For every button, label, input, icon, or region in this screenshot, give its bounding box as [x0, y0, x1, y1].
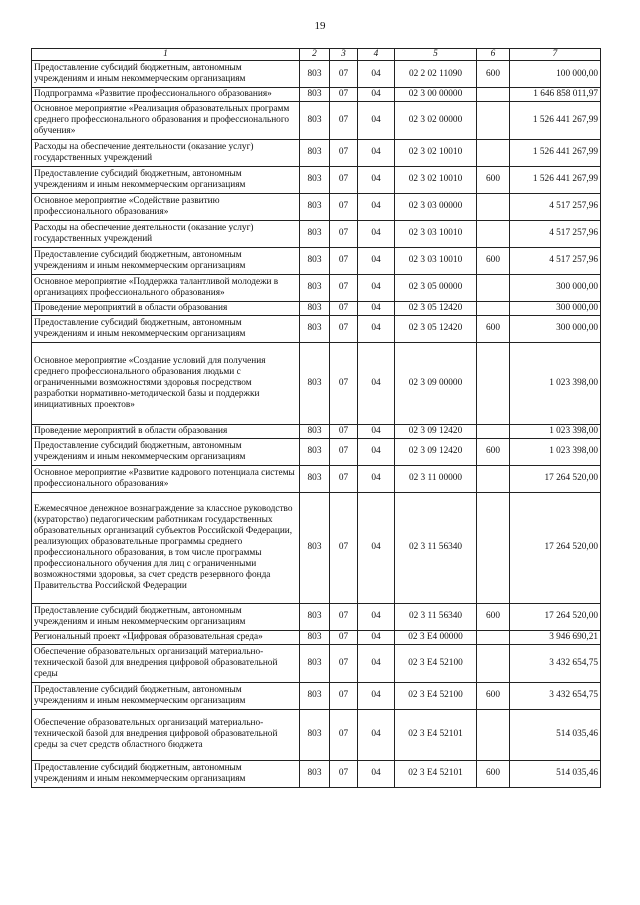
row-name: Основное мероприятие «Реализация образовательных программ среднего профессионального образования и профессионального обучения»	[32, 101, 300, 139]
row-sum: 1 526 441 267,99	[510, 101, 601, 139]
header-col-1: 1	[32, 49, 300, 61]
row-name: Обеспечение образовательных организаций материально-технической базой для внедрения цифровой образовательной среды	[32, 644, 300, 682]
row-name: Предоставление субсидий бюджетным, автономным учреждениям и иным некоммерческим организациям	[32, 61, 300, 88]
row-expense-type	[477, 424, 510, 438]
row-target: 02 3 02 00000	[395, 101, 477, 139]
row-subsection: 04	[358, 682, 395, 709]
row-section: 07	[330, 193, 358, 220]
row-expense-type: 600	[477, 61, 510, 88]
row-subsection: 04	[358, 139, 395, 166]
row-name: Расходы на обеспечение деятельности (оказание услуг) государственных учреждений	[32, 220, 300, 247]
row-subsection: 04	[358, 465, 395, 492]
row-target: 02 3 E4 52101	[395, 709, 477, 760]
row-target: 02 3 03 10010	[395, 220, 477, 247]
row-expense-type	[477, 644, 510, 682]
table-row	[32, 424, 601, 438]
table-row	[32, 465, 601, 492]
row-section: 07	[330, 342, 358, 424]
row-code: 803	[300, 492, 330, 603]
row-name: Основное мероприятие «Поддержка талантливой молодежи в организациях профессионального образования»	[32, 274, 300, 301]
row-target: 02 3 02 10010	[395, 166, 477, 193]
row-subsection: 04	[358, 603, 395, 630]
row-section: 07	[330, 220, 358, 247]
row-section: 07	[330, 166, 358, 193]
row-section: 07	[330, 760, 358, 787]
header-col-2: 2	[300, 49, 330, 61]
row-sum: 3 946 690,21	[510, 630, 601, 644]
row-subsection: 04	[358, 166, 395, 193]
row-code: 803	[300, 465, 330, 492]
table-row	[32, 438, 601, 465]
row-expense-type	[477, 220, 510, 247]
row-expense-type: 600	[477, 682, 510, 709]
row-expense-type: 600	[477, 315, 510, 342]
row-target: 02 3 E4 52100	[395, 682, 477, 709]
row-sum: 1 526 441 267,99	[510, 166, 601, 193]
row-sum: 300 000,00	[510, 301, 601, 315]
table-row	[32, 603, 601, 630]
row-target: 02 3 09 12420	[395, 424, 477, 438]
row-expense-type	[477, 342, 510, 424]
row-expense-type: 600	[477, 603, 510, 630]
row-target: 02 3 11 56340	[395, 492, 477, 603]
row-section: 07	[330, 603, 358, 630]
row-sum: 17 264 520,00	[510, 603, 601, 630]
header-col-6: 6	[477, 49, 510, 61]
row-code: 803	[300, 603, 330, 630]
row-section: 07	[330, 424, 358, 438]
row-expense-type	[477, 101, 510, 139]
row-sum: 514 035,46	[510, 760, 601, 787]
row-section: 07	[330, 61, 358, 88]
budget-table	[31, 48, 601, 788]
table-row	[32, 139, 601, 166]
table-row	[32, 193, 601, 220]
table-row	[32, 61, 601, 88]
row-sum: 4 517 257,96	[510, 247, 601, 274]
row-code: 803	[300, 247, 330, 274]
row-name: Основное мероприятие «Содействие развитию профессионального образования»	[32, 193, 300, 220]
row-sum: 1 023 398,00	[510, 438, 601, 465]
row-expense-type: 600	[477, 760, 510, 787]
row-code: 803	[300, 274, 330, 301]
row-target: 02 3 00 00000	[395, 88, 477, 102]
row-subsection: 04	[358, 492, 395, 603]
table-row	[32, 220, 601, 247]
table-row	[32, 88, 601, 102]
row-subsection: 04	[358, 315, 395, 342]
row-expense-type: 600	[477, 438, 510, 465]
row-subsection: 04	[358, 644, 395, 682]
row-sum: 4 517 257,96	[510, 193, 601, 220]
table-row	[32, 709, 601, 760]
row-section: 07	[330, 682, 358, 709]
row-section: 07	[330, 438, 358, 465]
row-expense-type	[477, 630, 510, 644]
row-name: Проведение мероприятий в области образования	[32, 301, 300, 315]
row-sum: 4 517 257,96	[510, 220, 601, 247]
row-target: 02 3 05 12420	[395, 315, 477, 342]
row-code: 803	[300, 88, 330, 102]
row-expense-type	[477, 274, 510, 301]
row-target: 02 3 11 56340	[395, 603, 477, 630]
row-expense-type	[477, 139, 510, 166]
row-subsection: 04	[358, 274, 395, 301]
header-col-3: 3	[330, 49, 358, 61]
row-section: 07	[330, 301, 358, 315]
row-sum: 300 000,00	[510, 274, 601, 301]
row-sum: 514 035,46	[510, 709, 601, 760]
row-section: 07	[330, 247, 358, 274]
row-subsection: 04	[358, 630, 395, 644]
row-subsection: 04	[358, 424, 395, 438]
row-target: 02 3 E4 52100	[395, 644, 477, 682]
row-section: 07	[330, 139, 358, 166]
row-section: 07	[330, 101, 358, 139]
row-name: Предоставление субсидий бюджетным, автономным учреждениям и иным некоммерческим организациям	[32, 247, 300, 274]
row-code: 803	[300, 760, 330, 787]
row-target: 02 3 11 00000	[395, 465, 477, 492]
row-code: 803	[300, 139, 330, 166]
row-name: Предоставление субсидий бюджетным, автономным учреждениям и иным некоммерческим организациям	[32, 682, 300, 709]
row-sum: 100 000,00	[510, 61, 601, 88]
row-name: Ежемесячное денежное вознаграждение за классное руководство (кураторство) педагогическим работникам государственных образовательных организаций субъектов Российской Федерации, реализующих образовательные программы среднего профессионального образования, в том числе программы профессионального обучения для лиц с ограниченными возможностями здоровья, за счет средств резервного фонда Правительства Российской Федерации	[32, 492, 300, 603]
row-subsection: 04	[358, 301, 395, 315]
header-col-7: 7	[510, 49, 601, 61]
page-number: 19	[314, 20, 326, 32]
row-subsection: 04	[358, 88, 395, 102]
row-name: Предоставление субсидий бюджетным, автономным учреждениям и иным некоммерческим организациям	[32, 438, 300, 465]
row-name: Предоставление субсидий бюджетным, автономным учреждениям и иным некоммерческим организациям	[32, 603, 300, 630]
row-section: 07	[330, 465, 358, 492]
row-code: 803	[300, 101, 330, 139]
row-sum: 17 264 520,00	[510, 465, 601, 492]
row-expense-type	[477, 492, 510, 603]
table-row	[32, 166, 601, 193]
row-code: 803	[300, 315, 330, 342]
row-target: 02 2 02 11090	[395, 61, 477, 88]
table-row	[32, 101, 601, 139]
row-code: 803	[300, 61, 330, 88]
table-row	[32, 315, 601, 342]
row-expense-type	[477, 88, 510, 102]
row-code: 803	[300, 709, 330, 760]
row-target: 02 3 03 10010	[395, 247, 477, 274]
row-subsection: 04	[358, 438, 395, 465]
row-section: 07	[330, 644, 358, 682]
row-name: Подпрограмма «Развитие профессионального образования»	[32, 88, 300, 102]
table-header	[32, 49, 601, 61]
row-section: 07	[330, 630, 358, 644]
row-target: 02 3 05 00000	[395, 274, 477, 301]
row-expense-type	[477, 301, 510, 315]
row-code: 803	[300, 193, 330, 220]
row-target: 02 3 E4 00000	[395, 630, 477, 644]
row-subsection: 04	[358, 101, 395, 139]
row-target: 02 3 E4 52101	[395, 760, 477, 787]
row-subsection: 04	[358, 760, 395, 787]
table-row	[32, 247, 601, 274]
row-code: 803	[300, 342, 330, 424]
table-body	[32, 61, 601, 788]
table-row	[32, 492, 601, 603]
row-sum: 3 432 654,75	[510, 644, 601, 682]
row-sum: 1 646 858 011,97	[510, 88, 601, 102]
row-target: 02 3 05 12420	[395, 301, 477, 315]
table-row	[32, 682, 601, 709]
row-target: 02 3 03 00000	[395, 193, 477, 220]
row-expense-type: 600	[477, 166, 510, 193]
row-code: 803	[300, 644, 330, 682]
table-row	[32, 301, 601, 315]
row-code: 803	[300, 682, 330, 709]
row-subsection: 04	[358, 709, 395, 760]
table-row	[32, 274, 601, 301]
row-sum: 1 023 398,00	[510, 424, 601, 438]
row-expense-type	[477, 465, 510, 492]
row-expense-type	[477, 193, 510, 220]
row-sum: 3 432 654,75	[510, 682, 601, 709]
row-target: 02 3 02 10010	[395, 139, 477, 166]
row-code: 803	[300, 166, 330, 193]
row-target: 02 3 09 00000	[395, 342, 477, 424]
table-row	[32, 760, 601, 787]
row-code: 803	[300, 220, 330, 247]
row-code: 803	[300, 424, 330, 438]
row-code: 803	[300, 438, 330, 465]
row-code: 803	[300, 301, 330, 315]
header-col-4: 4	[358, 49, 395, 61]
row-sum: 300 000,00	[510, 315, 601, 342]
table-row	[32, 342, 601, 424]
row-target: 02 3 09 12420	[395, 438, 477, 465]
table-row	[32, 644, 601, 682]
row-subsection: 04	[358, 61, 395, 88]
row-subsection: 04	[358, 220, 395, 247]
row-subsection: 04	[358, 193, 395, 220]
header-row	[32, 49, 601, 61]
row-subsection: 04	[358, 342, 395, 424]
table-row	[32, 630, 601, 644]
row-name: Проведение мероприятий в области образования	[32, 424, 300, 438]
row-name: Основное мероприятие «Развитие кадрового потенциала системы профессионального образования»	[32, 465, 300, 492]
row-name: Основное мероприятие «Создание условий для получения среднего профессионального образования людьми с ограниченными возможностями здоровья посредством разработки нормативно-методической базы и поддержки инициативных проектов»	[32, 342, 300, 424]
row-section: 07	[330, 274, 358, 301]
row-sum: 17 264 520,00	[510, 492, 601, 603]
row-name: Предоставление субсидий бюджетным, автономным учреждениям и иным некоммерческим организациям	[32, 315, 300, 342]
row-name: Региональный проект «Цифровая образовательная среда»	[32, 630, 300, 644]
row-name: Предоставление субсидий бюджетным, автономным учреждениям и иным некоммерческим организациям	[32, 166, 300, 193]
row-sum: 1 023 398,00	[510, 342, 601, 424]
row-section: 07	[330, 315, 358, 342]
row-section: 07	[330, 88, 358, 102]
row-expense-type	[477, 709, 510, 760]
row-section: 07	[330, 492, 358, 603]
row-name: Обеспечение образовательных организаций материально-технической базой для внедрения цифровой образовательной среды за счет средств областного бюджета	[32, 709, 300, 760]
row-code: 803	[300, 630, 330, 644]
header-col-5: 5	[395, 49, 477, 61]
row-sum: 1 526 441 267,99	[510, 139, 601, 166]
row-name: Предоставление субсидий бюджетным, автономным учреждениям и иным некоммерческим организациям	[32, 760, 300, 787]
row-expense-type: 600	[477, 247, 510, 274]
row-section: 07	[330, 709, 358, 760]
row-name: Расходы на обеспечение деятельности (оказание услуг) государственных учреждений	[32, 139, 300, 166]
row-subsection: 04	[358, 247, 395, 274]
